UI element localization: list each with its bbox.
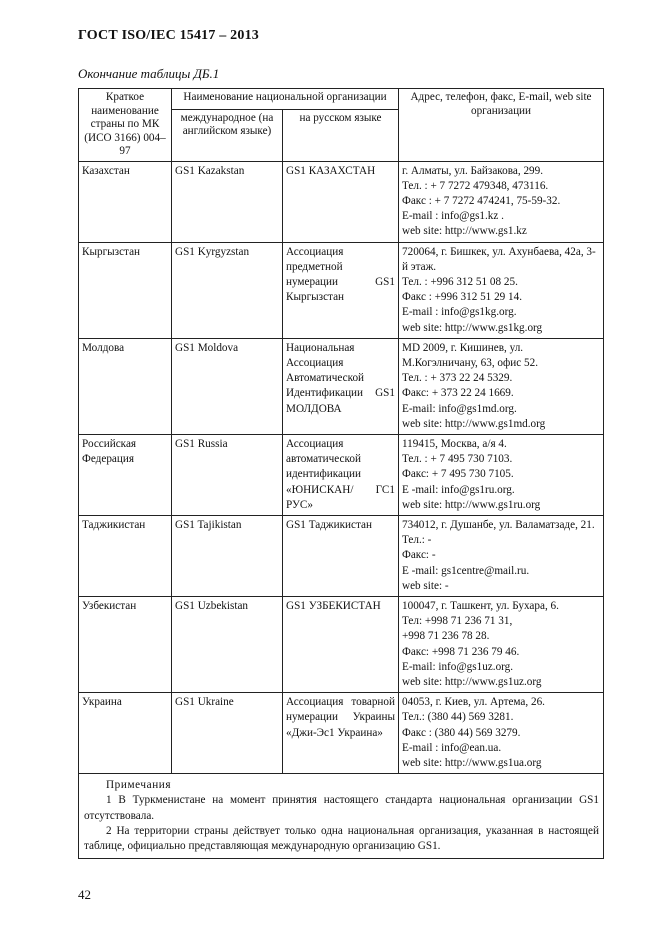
country-cell: Таджикистан <box>79 515 172 596</box>
header-contacts: Адрес, телефон, факс, E-mail, web site организации <box>399 89 604 162</box>
contact-line: г. Алматы, ул. Байзакова, 299. <box>402 164 544 177</box>
contact-line: web site: http://www.gs1.kz <box>402 225 527 238</box>
contact-line: 100047, г. Ташкент, ул. Бухара, 6. <box>402 599 559 612</box>
document-header: ГОСТ ISO/IEC 15417 – 2013 <box>78 28 259 43</box>
contact-line: Факс: + 7 495 730 7105. <box>402 468 514 481</box>
intl-name-cell: GS1 Moldova <box>172 338 283 434</box>
intl-name-cell: GS1 Tajikistan <box>172 515 283 596</box>
intl-name-cell: GS1 Kyrgyzstan <box>172 242 283 338</box>
country-cell: Узбекистан <box>79 596 172 692</box>
contacts-cell <box>399 338 604 434</box>
contact-line: E-mail : info@gs1.kz . <box>402 210 504 223</box>
contact-line: web site: http://www.gs1ua.org <box>402 757 542 770</box>
organizations-table <box>78 88 604 859</box>
country-cell: Молдова <box>79 338 172 434</box>
ru-name-cell: Ассоциация товарной нумерации Украины «Джи-Эс1 Украина» <box>283 693 399 774</box>
ru-name-cell: GS1 КАЗАХСТАН <box>283 161 399 242</box>
contact-line: web site: http://www.gs1md.org <box>402 417 546 430</box>
contact-line: Тел. : +996 312 51 08 25. <box>402 275 518 288</box>
contact-line: Факс : +996 312 51 29 14. <box>402 291 523 304</box>
contact-line: +998 71 236 78 28. <box>402 630 490 643</box>
header-intl-name: международное (на английском языке) <box>172 109 283 161</box>
intl-name-cell: GS1 Kazakstan <box>172 161 283 242</box>
intl-name-cell: GS1 Russia <box>172 434 283 515</box>
contact-line: 720064, г. Бишкек, ул. Ахунбаева, 42а, 3-й этаж. <box>402 245 596 273</box>
notes-title: Примечания <box>106 779 172 792</box>
contacts-cell <box>399 434 604 515</box>
contact-line: Факс: + 373 22 24 1669. <box>402 387 514 400</box>
table-row <box>79 242 604 338</box>
table-row <box>79 434 604 515</box>
intl-name-cell: GS1 Ukraine <box>172 693 283 774</box>
contact-line: Факс : + 7 7272 474241, 75-59-32. <box>402 194 561 207</box>
contacts-cell <box>399 596 604 692</box>
ru-name-cell: GS1 УЗБЕКИСТАН <box>283 596 399 692</box>
contact-line: 04053, г. Киев, ул. Артема, 26. <box>402 696 545 709</box>
table-row <box>79 515 604 596</box>
table-row <box>79 596 604 692</box>
ru-name-cell: GS1 Таджикистан <box>283 515 399 596</box>
page-number: 42 <box>78 887 91 902</box>
header-org-name: Наименование национальной организации <box>172 89 399 110</box>
contact-line: MD 2009, г. Кишинев, ул. М.Когэлничану, 63, офис 52. <box>402 341 538 369</box>
contact-line: Факс : (380 44) 569 3279. <box>402 726 521 739</box>
country-cell: Кыргызстан <box>79 242 172 338</box>
contact-line: Тел.: - <box>402 534 432 547</box>
contact-line: Факс: - <box>402 549 436 562</box>
contact-line: E-mail : info@ean.ua. <box>402 741 502 754</box>
country-cell: Российская Федерация <box>79 434 172 515</box>
contact-line: Тел.: (380 44) 569 3281. <box>402 711 514 724</box>
contact-line: E -mail: gs1centre@mail.ru. <box>402 564 530 577</box>
contact-line: Тел. : + 7 7272 479348, 473116. <box>402 179 549 192</box>
intl-name-cell: GS1 Uzbekistan <box>172 596 283 692</box>
contact-line: E -mail: info@gs1ru.org. <box>402 483 515 496</box>
contact-line: Факс: +998 71 236 79 46. <box>402 645 520 658</box>
header-ru-name: на русском языке <box>283 109 399 161</box>
contact-line: 734012, г. Душанбе, ул. Валаматзаде, 21. <box>402 518 595 531</box>
contact-line: Тел. : + 373 22 24 5329. <box>402 372 513 385</box>
ru-name-cell: Ассоциация автоматической идентификации «ЮНИСКАН/ ГС1 РУС» <box>283 434 399 515</box>
contact-line: Тел: +998 71 236 71 31, <box>402 615 513 628</box>
contact-line: E-mail : info@gs1kg.org. <box>402 306 517 319</box>
country-cell: Казахстан <box>79 161 172 242</box>
contact-line: E-mail: info@gs1uz.org. <box>402 660 514 673</box>
table-row <box>79 693 604 774</box>
contacts-cell <box>399 161 604 242</box>
contact-line: web site: http://www.gs1uz.org <box>402 676 542 688</box>
ru-name-cell: Ассоциация предметной нумерации GS1 Кыргызстан <box>283 242 399 338</box>
contact-line: 119415, Москва, а/я 4. <box>402 437 507 450</box>
contacts-cell <box>399 242 604 338</box>
contacts-cell <box>399 693 604 774</box>
table-row <box>79 338 604 434</box>
header-country: Краткое наименование страны по МК (ИСО 3166) 004–97 <box>79 89 172 162</box>
table-caption: Окончание таблицы ДБ.1 <box>78 66 220 81</box>
contact-line: web site: http://www.gs1ru.org <box>402 498 541 511</box>
contact-line: E-mail: info@gs1md.org. <box>402 402 517 415</box>
contact-line: Тел. : + 7 495 730 7103. <box>402 453 513 466</box>
contact-line: web site: - <box>402 579 449 592</box>
contacts-cell <box>399 515 604 596</box>
table-row <box>79 161 604 242</box>
contact-line: web site: http://www.gs1kg.org <box>402 321 543 334</box>
country-cell: Украина <box>79 693 172 774</box>
notes-cell <box>79 774 604 859</box>
note-2: 2 На территории страны действует только одна национальная организация, указанная в настоящей таблице, официально представляющая международную организацию GS1. <box>84 824 599 853</box>
ru-name-cell: Национальная Ассоциация Автоматической Идентификации GS1 МОЛДОВА <box>283 338 399 434</box>
note-1: 1 В Туркменистане на момент принятия настоящего стандарта национальная организации GS1 отсутствовала. <box>84 794 599 822</box>
